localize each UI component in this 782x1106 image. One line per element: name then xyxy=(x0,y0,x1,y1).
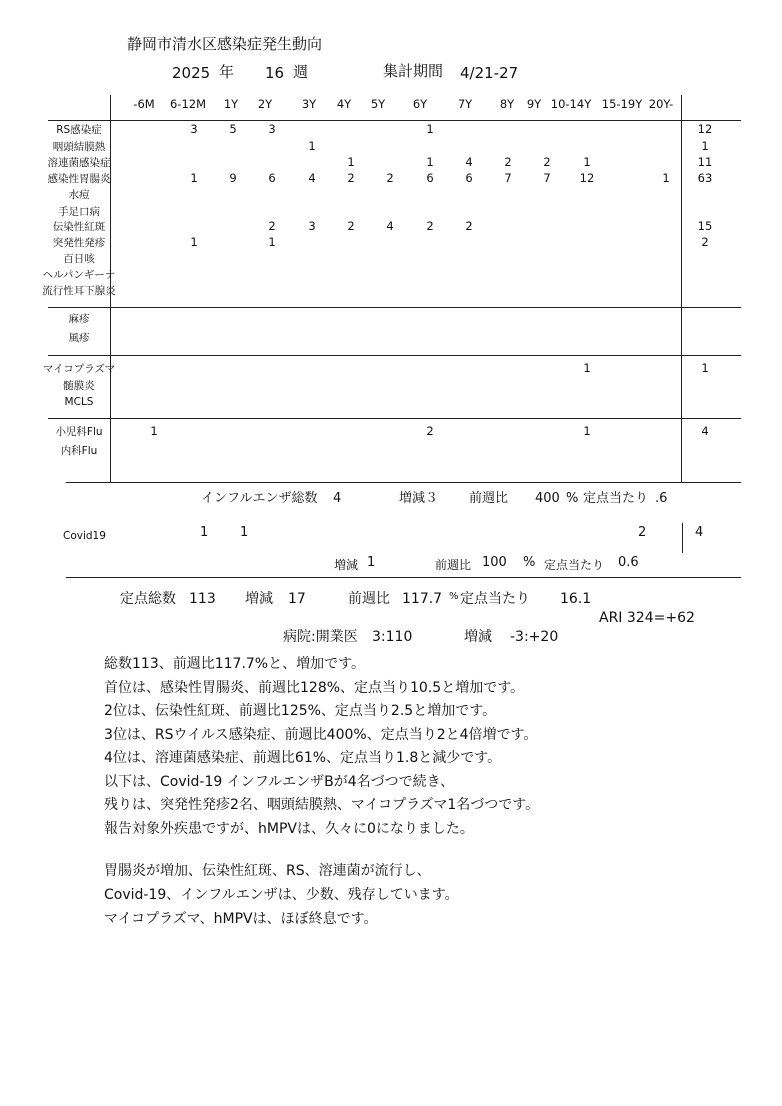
week-unit: 週 xyxy=(293,63,309,81)
covid-label: Covid19 xyxy=(63,530,106,542)
commentary-line: Covid-19、インフルエンザは、少数、残存しています。 xyxy=(104,887,459,903)
row-label: 流行性耳下腺炎 xyxy=(42,285,116,297)
column-header: 7Y xyxy=(457,97,473,111)
table-cell: 1 xyxy=(583,155,591,169)
table-total-column-border xyxy=(681,95,682,483)
table-cell: 3 xyxy=(190,122,198,136)
row-total: 11 xyxy=(697,155,713,169)
year-unit: 年 xyxy=(219,63,235,81)
covid-ratio-label: 前週比 xyxy=(435,558,472,572)
influenza-total-label: インフルエンザ総数 xyxy=(201,491,318,506)
covid-total: 4 xyxy=(695,525,704,540)
covid-change-label: 増減 xyxy=(334,558,359,572)
commentary-line: 残りは、突発性発疹2名、咽頭結膜熱、マイコプラズマ1名づつです。 xyxy=(104,797,540,813)
row-total: 15 xyxy=(697,219,713,233)
table-cell: 2 xyxy=(543,155,551,169)
commentary-line: 首位は、感染性胃腸炎、前週比128%、定点当り10.5と増加です。 xyxy=(104,679,525,696)
row-label: 小児科Flu xyxy=(55,426,103,438)
table-cell: 1 xyxy=(426,155,434,169)
table-cell: 3 xyxy=(268,122,276,136)
row-label: 内科Flu xyxy=(60,445,98,457)
row-label: マイコプラズマ xyxy=(42,363,116,375)
row-total: 63 xyxy=(697,171,713,185)
table-cell: 2 xyxy=(426,219,434,233)
column-header: 8Y xyxy=(499,97,515,111)
influenza-per-point-label: 定点当たり xyxy=(583,491,649,506)
row-label: MCLS xyxy=(64,396,94,408)
table-cell: 2 xyxy=(347,219,355,233)
table-cell: 1 xyxy=(662,171,670,185)
commentary-line: 4位は、溶連菌感染症、前週比61%、定点当り1.8と減少です。 xyxy=(104,750,502,766)
column-header: 2Y xyxy=(257,97,273,111)
row-total: 12 xyxy=(697,122,713,136)
influenza-per-point: .6 xyxy=(655,491,668,506)
row-label: 手足口病 xyxy=(58,206,100,218)
covid-change: 1 xyxy=(367,555,376,570)
covid-value-3: 2 xyxy=(638,525,647,540)
commentary-line: 総数113、前週比117.7%と、増加です。 xyxy=(104,656,365,672)
table-cell: 5 xyxy=(229,122,237,136)
column-header: 9Y xyxy=(526,97,542,111)
row-label: 麻疹 xyxy=(68,313,90,325)
table-cell: 1 xyxy=(268,235,276,249)
total-value: 113 xyxy=(189,591,216,607)
commentary-line: 胃腸炎が増加、伝染性紅斑、RS、溶連菌が流行し、 xyxy=(104,863,431,879)
column-header: 6Y xyxy=(412,97,428,111)
column-header: 6-12M xyxy=(169,97,207,111)
week-value: 16 xyxy=(265,64,285,82)
table-cell: 1 xyxy=(426,122,434,136)
table-cell: 2 xyxy=(465,219,473,233)
covid-total-separator xyxy=(682,523,683,553)
covid-per-point: 0.6 xyxy=(618,555,639,570)
row-label: 水痘 xyxy=(68,189,90,201)
table-cell: 1 xyxy=(583,361,591,375)
year-value: 2025 xyxy=(172,64,211,82)
commentary-line: マイコプラズマ、hMPVは、ほぼ終息です。 xyxy=(104,911,378,927)
row-label: 溶連菌感染症 xyxy=(47,157,111,169)
covid-ratio: 100 xyxy=(482,555,507,570)
table-cell: 2 xyxy=(347,171,355,185)
row-label: RS感染症 xyxy=(56,124,102,136)
table-cell: 6 xyxy=(426,171,434,185)
table-cell: 1 xyxy=(583,424,591,438)
covid-value-2: 1 xyxy=(240,525,249,540)
table-cell: 4 xyxy=(308,171,316,185)
divider-5 xyxy=(66,577,741,578)
table-cell: 7 xyxy=(543,171,551,185)
total-change-label: 増減 xyxy=(245,591,273,607)
hospital-value: 3:110 xyxy=(372,629,413,645)
row-total: 1 xyxy=(701,139,709,153)
column-header: 3Y xyxy=(301,97,317,111)
table-cell: 1 xyxy=(150,424,158,438)
row-total: 2 xyxy=(701,235,709,249)
influenza-pct: % xyxy=(566,491,579,506)
column-header: 1Y xyxy=(223,97,239,111)
table-cell: 2 xyxy=(504,155,512,169)
row-total: 1 xyxy=(701,361,709,375)
influenza-change: 増減３ xyxy=(399,491,439,506)
row-label: 伝染性紅斑 xyxy=(52,221,106,233)
divider-2 xyxy=(48,355,741,356)
total-pct: % xyxy=(449,591,459,602)
row-label: 突発性発疹 xyxy=(52,237,106,249)
covid-per-point-label: 定点当たり xyxy=(544,558,605,572)
table-cell: 1 xyxy=(190,171,198,185)
period-label: 集計期間 xyxy=(383,62,444,80)
table-cell: 7 xyxy=(504,171,512,185)
table-cell: 1 xyxy=(190,235,198,249)
divider-1 xyxy=(48,307,741,308)
table-cell: 2 xyxy=(268,219,276,233)
column-header: 4Y xyxy=(336,97,352,111)
divider-4 xyxy=(66,482,741,483)
row-label: 百日咳 xyxy=(63,253,95,265)
row-label: 咽頭結膜熱 xyxy=(52,141,106,153)
header-divider xyxy=(48,120,741,121)
total-ratio: 117.7 xyxy=(402,591,443,607)
covid-pct: % xyxy=(523,555,536,570)
row-label: ヘルパンギーナ xyxy=(42,269,116,281)
period-value: 4/21-27 xyxy=(460,64,519,82)
row-total: 4 xyxy=(701,424,709,438)
total-per-point: 16.1 xyxy=(560,591,592,607)
influenza-ratio-label: 前週比 xyxy=(469,491,509,506)
row-label: 感染性胃腸炎 xyxy=(47,173,111,185)
column-header: 15-19Y xyxy=(601,97,643,111)
commentary-line: 2位は、伝染性紅斑、前週比125%、定点当り2.5と増加です。 xyxy=(104,703,497,719)
hospital-change: -3:+20 xyxy=(510,629,559,645)
document-title: 静岡市清水区感染症発生動向 xyxy=(127,35,323,53)
table-cell: 3 xyxy=(308,219,316,233)
table-cell: 12 xyxy=(579,171,595,185)
table-cell: 2 xyxy=(386,171,394,185)
influenza-total: 4 xyxy=(333,491,342,506)
total-change: 17 xyxy=(288,591,306,607)
influenza-ratio: 400 xyxy=(535,491,560,506)
covid-value-1: 1 xyxy=(200,525,209,540)
total-label: 定点総数 xyxy=(120,591,176,607)
column-header: 20Y- xyxy=(648,97,674,111)
table-cell: 4 xyxy=(465,155,473,169)
table-cell: 2 xyxy=(426,424,434,438)
column-header: 5Y xyxy=(370,97,386,111)
row-label: 風疹 xyxy=(68,332,90,344)
table-cell: 6 xyxy=(268,171,276,185)
column-header: 10-14Y xyxy=(550,97,592,111)
hospital-change-label: 増減 xyxy=(464,629,492,645)
table-cell: 1 xyxy=(347,155,355,169)
table-cell: 9 xyxy=(229,171,237,185)
total-per-point-label: 定点当たり xyxy=(460,591,530,607)
table-cell: 4 xyxy=(386,219,394,233)
table-cell: 6 xyxy=(465,171,473,185)
total-ratio-label: 前週比 xyxy=(348,591,390,607)
hospital-label: 病院:開業医 xyxy=(283,629,358,645)
row-label: 髄膜炎 xyxy=(63,380,95,392)
commentary-line: 報告対象外疾患ですが、hMPVは、久々に0になりました。 xyxy=(104,820,474,837)
ari-value: ARI 324=+62 xyxy=(599,610,695,626)
table-cell: 1 xyxy=(308,139,316,153)
commentary-line: 以下は、Covid-19 インフルエンザBが4名づつで続き、 xyxy=(104,773,455,790)
divider-3 xyxy=(48,418,741,419)
column-header: -6M xyxy=(133,97,155,111)
commentary-line: 3位は、RSウイルス感染症、前週比400%、定点当り2と4倍増です。 xyxy=(104,726,538,743)
